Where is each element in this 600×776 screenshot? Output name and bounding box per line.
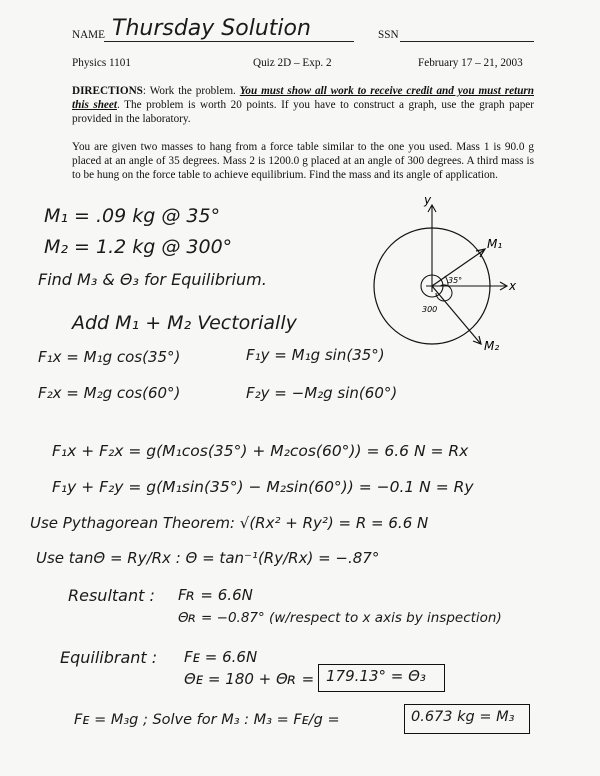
- rx-equation: F₁x + F₂x = g(M₁cos(35°) + M₂cos(60°)) = 6.6 N = Rx: [52, 442, 469, 460]
- f2y-equation: F₂y = −M₂g sin(60°): [246, 384, 398, 402]
- given-m2: M₂ = 1.2 kg @ 300°: [44, 236, 233, 258]
- directions-text-1: : Work the problem.: [142, 85, 240, 97]
- ssn-label: SSN: [378, 29, 399, 41]
- resultant-angle: Θʀ = −0.87° (w/respect to x axis by inspection): [178, 610, 502, 626]
- m2-label: M₂: [484, 339, 500, 353]
- f1x-equation: F₁x = M₁g cos(35°): [38, 348, 181, 366]
- resultant-force: Fʀ = 6.6N: [178, 586, 253, 604]
- angle-35-label: 35°: [448, 276, 463, 285]
- directions-paragraph: [72, 84, 534, 126]
- resultant-label: Resultant :: [68, 586, 155, 605]
- x-axis-label: x: [509, 279, 517, 293]
- tangent-line: Use tanΘ = Ry/Rx : Θ = tan⁻¹(Ry/Rx) = −.87°: [36, 549, 380, 567]
- directions-label: DIRECTIONS: [72, 85, 143, 97]
- pythagorean-line: Use Pythagorean Theorem: √(Rx² + Ry²) = R = 6.6 N: [30, 514, 429, 532]
- equilibrant-force: Fᴇ = 6.6N: [184, 648, 258, 666]
- mass-answer: 0.673 kg = M₃: [411, 709, 515, 725]
- find-statement: Find M₃ & Θ₃ for Equilibrium.: [38, 270, 267, 289]
- quiz-id: Quiz 2D – Exp. 2: [253, 57, 332, 69]
- given-m1: M₁ = .09 kg @ 35°: [44, 205, 221, 227]
- directions-emphasis: You must show all work to receive credit and you must return this sheet: [72, 85, 534, 111]
- angle-300-label: 300: [422, 305, 438, 314]
- problem-statement: You are given two masses to hang from a force table similar to the one you used. Mass 1 is 90.0 g placed at an angle of 35 degrees. Mass 2 is 1200.0 g placed at an angle of 300 degrees. A third mass is to be hung on the force table to achieve equilibrium. Find the mass and its angle of application.: [72, 141, 534, 181]
- f2x-equation: F₂x = M₂g cos(60°): [38, 384, 181, 402]
- force-table-diagram: [360, 188, 535, 363]
- m1-label: M₁: [487, 237, 503, 251]
- angle-answer: 179.13° = Θ₃: [326, 667, 426, 685]
- ssn-underline: [400, 41, 534, 42]
- f1y-equation: F₁y = M₁g sin(35°): [246, 346, 385, 364]
- equilibrant-angle: Θᴇ = 180 + Θʀ =: [184, 670, 315, 688]
- equilibrant-label: Equilibrant :: [60, 648, 158, 667]
- name-value: Thursday Solution: [112, 16, 311, 41]
- final-equation: Fᴇ = M₃g ; Solve for M₃ : M₃ = Fᴇ/g =: [74, 712, 340, 728]
- name-label: NAME: [72, 29, 105, 41]
- ry-equation: F₁y + F₂y = g(M₁sin(35°) − M₂sin(60°)) = −0.1 N = Ry: [52, 478, 474, 496]
- directions-text-2: . The problem is worth 20 points. If you have to construct a graph, use the graph paper provided in the laboratory.: [72, 99, 534, 125]
- y-axis-label: y: [424, 193, 432, 207]
- name-underline: [104, 41, 354, 42]
- m2-vector: [432, 286, 480, 343]
- quiz-dates: February 17 – 21, 2003: [418, 57, 523, 69]
- add-vectorially: Add M₁ + M₂ Vectorially: [72, 312, 297, 334]
- course-name: Physics 1101: [72, 57, 131, 69]
